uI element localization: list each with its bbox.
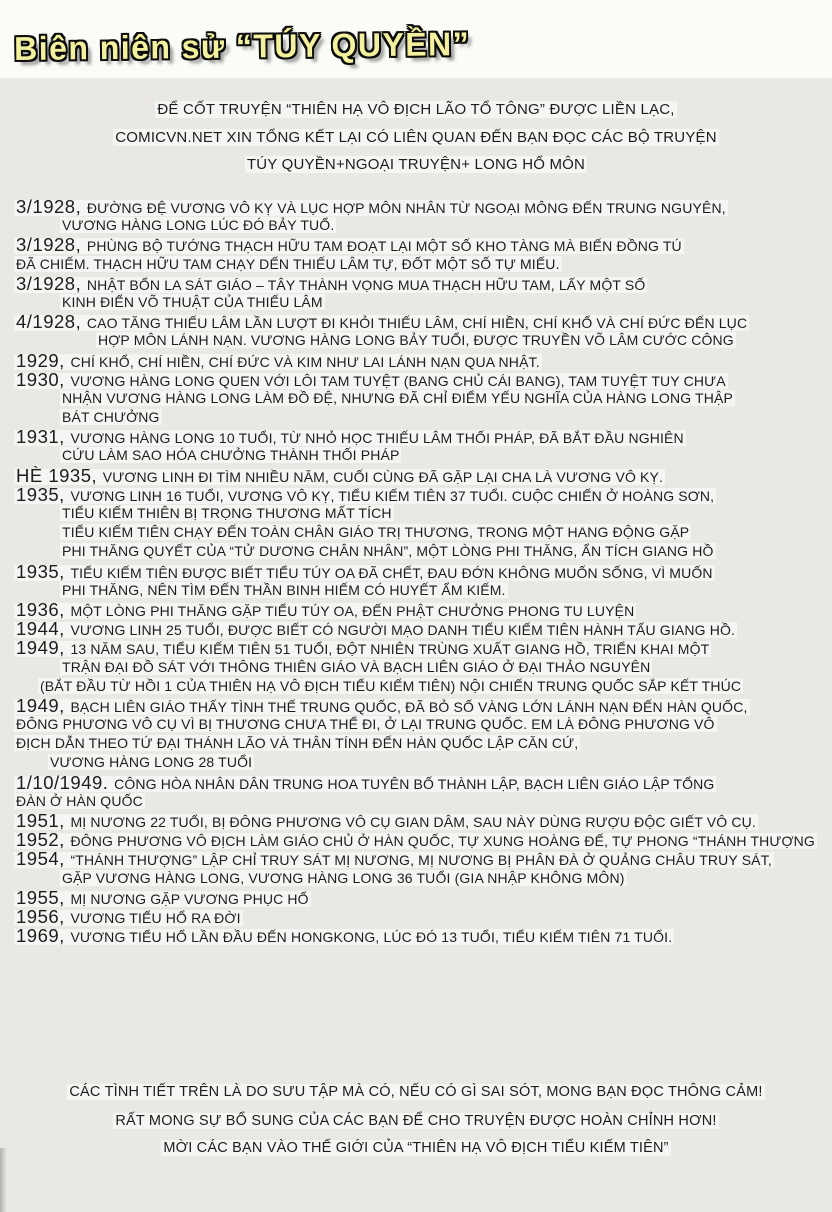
timeline-line-text: ĐÀN Ở HÀN QUỐC: [16, 792, 143, 809]
page-title: Biên niên sử “TÚY QUYỀN”: [14, 25, 471, 68]
timeline-line: [14, 619, 832, 638]
intro-line-text: ĐỂ CỐT TRUYỆN “THIÊN HẠ VÔ ĐỊCH LÃO TỔ TÔNG” ĐƯỢC LIỀN LẠC,: [157, 101, 675, 118]
timeline-line-text: 1955, MỊ NƯƠNG GẶP VƯƠNG PHỤC HỔ: [16, 886, 309, 908]
timeline-date: 1931,: [16, 426, 71, 448]
timeline-line-text: 1949, BẠCH LIÊN GIÁO THẤY TÌNH THẾ TRUNG QUỐC, ĐÃ BỎ SỐ VÀNG LỚN LÁNH NẠN ĐẾN HÀN QUỐC,: [16, 694, 748, 716]
timeline-line: [14, 197, 832, 216]
timeline-line: [14, 351, 832, 370]
timeline-date: 1956,: [16, 905, 71, 927]
footer-line-text: RẤT MONG SỰ BỔ SUNG CỦA CÁC BẠN ĐỂ CHO TRUYỆN ĐƯỢC HOÀN CHỈNH HƠN!: [115, 1113, 717, 1129]
intro-line-text: COMICVN.NET XIN TỔNG KẾT LẠI CÓ LIÊN QUAN ĐẾN BẠN ĐỌC CÁC BỘ TRUYỆN: [115, 128, 717, 146]
timeline-line: [14, 446, 832, 465]
timeline-line-text: 3/1928, PHÙNG BỘ TƯỚNG THẠCH HỮU TAM ĐOẠT LẠI MỘT SỐ KHO TÀNG MÀ BIẾN ĐỒNG TÚ: [16, 234, 682, 256]
timeline-line: [14, 485, 832, 504]
timeline-line-text: TIỂU KIẾM THIÊN BỊ TRỌNG THƯƠNG MẤT TÍCH: [62, 505, 392, 521]
timeline-line: [14, 734, 832, 753]
timeline-line-text: 1951, MỊ NƯƠNG 22 TUỔI, BỊ ĐÔNG PHƯƠNG VÔ CỤ GIAN DÂM, SAU NÀY DÙNG RƯỢU ĐỘC GIẾT VÔ CỤ.: [16, 810, 756, 831]
timeline-line-text: KINH ĐIỂN VÕ THUẬT CỦA THIẾU LÂM: [62, 293, 323, 310]
timeline-line-text: TRẬN ĐẠI ĐỒ SÁT VỚI THÔNG THIÊN GIÁO VÀ BẠCH LIÊN GIÁO Ở ĐẠI THẢO NGUYÊN: [62, 658, 651, 675]
timeline-date: 1/10/1949.: [16, 771, 115, 793]
timeline-line: [14, 696, 832, 715]
timeline-line: [14, 792, 832, 811]
timeline-date: 3/1928,: [16, 196, 87, 217]
timeline-line: [14, 658, 832, 677]
timeline-line: [14, 312, 832, 331]
timeline-line-text: 1929, CHÍ KHỔ, CHÍ HIỀN, CHÍ ĐỨC VÀ KIM NHƯ LAI LÁNH NẠN QUA NHẬT.: [16, 349, 540, 371]
timeline-date: 1951,: [16, 810, 71, 831]
timeline-line-text: 1949, 13 NĂM SAU, TIỂU KIẾM TIÊN 51 TUỔI, ĐỘT NHIÊN TRÙNG XUẤT GIANG HỒ, TRIỂN KHAI MỘT: [16, 637, 710, 659]
timeline-line-text: 1935, TIỂU KIẾM TIÊN ĐƯỢC BIẾT TIỂU TÚY OA ĐÃ CHẾT, ĐAU ĐỚN KHÔNG MUỐN SỐNG, VÌ MUỐN: [16, 560, 713, 582]
timeline-line-text: VƯƠNG HÀNG LONG LÚC ĐÓ BẢY TUỔ.: [62, 217, 335, 234]
footer-line: [0, 1078, 832, 1107]
footer-line-text: CÁC TÌNH TIẾT TRÊN LÀ DO SƯU TẬP MÀ CÓ, NẾU CÓ GÌ SAI SÓT, MONG BẠN ĐỌC THÔNG CẢM!: [69, 1084, 763, 1100]
timeline-line: [14, 293, 832, 312]
timeline-line-text: 1944, VƯƠNG LINH 25 TUỔI, ĐƯỢC BIẾT CÓ NGƯỜI MẠO DANH TIỂU KIẾM TIÊN HÀNH TẨU GIANG HỒ.: [16, 618, 736, 640]
timeline-line: [14, 773, 832, 792]
timeline-date: 1954,: [16, 848, 71, 870]
timeline-date: 1949,: [16, 694, 71, 716]
timeline-date: 1935,: [16, 483, 71, 505]
timeline-date: 4/1928,: [16, 311, 87, 333]
timeline-line-text: (BẮT ĐẦU TỪ HỒI 1 CỦA THIÊN HẠ VÔ ĐỊCH TIỂU KIẾM TIÊN) NỘI CHIẾN TRUNG QUỐC SẮP KẾT THÚC: [40, 677, 742, 694]
timeline-line-text: 1954, “THÁNH THƯỢNG” LẬP CHỈ TRUY SÁT MỊ NƯƠNG, MỊ NƯƠNG BỊ PHÂN ĐÀ Ở QUẢNG CHÂU TRUY SÁT,: [16, 848, 772, 870]
timeline-date: HÈ 1935,: [16, 464, 103, 486]
timeline-line-text: 1930, VƯƠNG HÀNG LONG QUEN VỚI LÔI TAM TUYỆT (BANG CHỦ CÁI BANG), TAM TUYỆT TUY CHƯA: [16, 368, 726, 390]
timeline-line: [14, 600, 832, 619]
timeline: [14, 197, 832, 945]
timeline-line: [14, 504, 832, 523]
timeline-date: 1930,: [16, 368, 71, 390]
timeline-line-text: BÁT CHƯỞNG: [62, 409, 160, 426]
timeline-line: [14, 274, 832, 293]
timeline-line-text: NHẬN VƯƠNG HÀNG LONG LÀM ĐỒ ĐỆ, NHƯNG ĐÃ CHỈ ĐIỂM YẾU NGHĨA CỦA HÀNG LONG THẬP: [62, 389, 733, 406]
timeline-line-text: ĐỊCH DẪN THEO TỨ ĐẠI THÁNH LÃO VÀ THÂN TÍNH ĐẾN HÀN QUỐC LẬP CĂN CỨ,: [16, 735, 579, 752]
timeline-line-text: 1969, VƯƠNG TIỂU HỔ LẦN ĐẦU ĐẾN HONGKONG, LÚC ĐÓ 13 TUỔI, TIỂU KIẾM TIÊN 71 TUỔI.: [16, 925, 673, 947]
timeline-line: [14, 255, 832, 274]
timeline-line: [14, 715, 832, 734]
timeline-date: 3/1928,: [16, 234, 87, 256]
invite-line: [0, 1140, 832, 1156]
timeline-line: [14, 677, 832, 696]
timeline-line: [14, 581, 832, 600]
invite-line-text: MỜI CÁC BẠN VÀO THẾ GIỚI CỦA “THIÊN HẠ VÔ ĐỊCH TIỂU KIẾM TIÊN”: [163, 1140, 669, 1156]
intro-line: [0, 124, 832, 152]
timeline-line: [14, 427, 832, 446]
timeline-line-text: TIỂU KIẾM TIÊN CHẠY ĐẾN TOÀN CHÂN GIÁO TRỊ THƯƠNG, TRONG MỘT HANG ĐỘNG GẶP: [62, 524, 690, 541]
timeline-line: [14, 389, 832, 408]
timeline-date: 1952,: [16, 829, 71, 851]
timeline-date: 1955,: [16, 886, 71, 908]
timeline-line: [14, 466, 832, 485]
timeline-line-text: ĐÔNG PHƯƠNG VÔ CỤ VÌ BỊ THƯƠNG CHƯA THỂ ĐI, Ở LẠI TRUNG QUỐC. EM LÀ ĐÔNG PHƯƠNG VÔ: [16, 716, 715, 733]
timeline-line-text: 4/1928, CAO TĂNG THIẾU LÂM LẦN LƯỢT ĐI KHỎI THIẾU LÂM, CHÍ HIỀN, CHÍ KHỔ VÀ CHÍ ĐỨC ĐẾN LỤC: [16, 311, 748, 333]
intro-line-text: TÚY QUYỀN+NGOẠI TRUYỆN+ LONG HỔ MÔN: [246, 156, 586, 173]
intro: [0, 96, 832, 179]
timeline-line: [14, 926, 832, 945]
timeline-line: [14, 888, 832, 907]
timeline-line-text: 1/10/1949. CÔNG HÒA NHÂN DÂN TRUNG HOA TUYÊN BỐ THÀNH LẬP, BẠCH LIÊN GIÁO LẬP TỔNG: [16, 771, 715, 793]
timeline-line: [14, 408, 832, 427]
timeline-line: [14, 562, 832, 581]
timeline-line: [14, 235, 832, 254]
timeline-line: [14, 523, 832, 542]
footer: [0, 1078, 832, 1136]
footer-line: [0, 1107, 832, 1136]
timeline-line: [14, 370, 832, 389]
timeline-date: 1929,: [16, 349, 71, 371]
timeline-line: [14, 869, 832, 888]
timeline-line-text: PHI THĂNG, NÊN TÌM ĐẾN THẦN BINH HIẾM CÓ HUYẾT ẨM KIẾM.: [62, 581, 506, 598]
timeline-line-text: 3/1928, NHẬT BỔN LA SÁT GIÁO – TÂY THÀNH VỌNG MUA THẠCH HỮU TAM, LẤY MỘT SỐ: [16, 272, 646, 294]
timeline-date: 1935,: [16, 560, 71, 582]
timeline-line: [14, 849, 832, 868]
timeline-date: 3/1928,: [16, 272, 87, 294]
timeline-line: [14, 638, 832, 657]
timeline-date: 1936,: [16, 598, 71, 620]
timeline-line-text: 1956, VƯƠNG TIỂU HỔ RA ĐỜI: [16, 905, 241, 927]
timeline-line: [14, 907, 832, 926]
timeline-line: [14, 216, 832, 235]
scan-edge-shadow: [0, 1148, 7, 1212]
timeline-line: [14, 830, 832, 849]
intro-line: [0, 151, 832, 179]
timeline-line-text: 1935, VƯƠNG LINH 16 TUỔI, VƯƠNG VÔ KỴ, TIỂU KIẾM TIÊN 37 TUỔI. CUỘC CHIẾN Ở HOÀNG SƠN,: [16, 483, 715, 505]
timeline-line-text: HÈ 1935, VƯƠNG LINH ĐI TÌM NHIỀU NĂM, CUỐI CÙNG ĐÃ GẶP LẠI CHA LÀ VƯƠNG VÔ KỴ.: [16, 464, 664, 486]
timeline-line-text: ĐÃ CHIẾM. THẠCH HỮU TAM CHẠY DẾN THIẾU LÂM TỰ, ĐỐT MỘT SỐ TỰ MIẾU.: [16, 255, 560, 272]
timeline-line-text: 3/1928, ĐƯỜNG ĐỆ VƯƠNG VÔ KỴ VÀ LỤC HỢP MÔN NHÂN TỪ NGOẠI MÔNG ĐẾN TRUNG NGUYÊN,: [16, 196, 726, 217]
timeline-line-text: PHI THĂNG QUYẾT CỦA “TỬ DƯƠNG CHÂN NHÂN”, MỘT LÒNG PHI THĂNG, ẨN TÍCH GIANG HỒ: [62, 543, 714, 560]
timeline-line-text: VƯƠNG HÀNG LONG 28 TUỔI: [50, 754, 253, 771]
timeline-line-text: HỢP MÔN LÁNH NẠN. VƯƠNG HÀNG LONG BẢY TUỔI, ĐƯỢC TRUYỀN VÕ LÂM CƯỚC CÔNG: [98, 332, 734, 349]
timeline-line: [14, 753, 832, 772]
timeline-line-text: GẶP VƯƠNG HÀNG LONG, VƯƠNG HÀNG LONG 36 TUỔI (GIA NHẬP KHÔNG MÔN): [62, 869, 625, 886]
timeline-line: [14, 542, 832, 561]
timeline-line-text: 1936, MỘT LÒNG PHI THĂNG GẶP TIỂU TÚY OA, ĐẾN PHẬT CHƯỞNG PHONG TU LUYỆN: [16, 598, 635, 620]
timeline-line: [14, 811, 832, 830]
timeline-date: 1969,: [16, 925, 71, 947]
timeline-line-text: 1931, VƯƠNG HÀNG LONG 10 TUỔI, TỪ NHỎ HỌC THIẾU LÂM THỐI PHÁP, ĐÃ BẮT ĐẦU NGHIÊN: [16, 426, 684, 448]
timeline-date: 1944,: [16, 618, 71, 640]
timeline-date: 1949,: [16, 637, 71, 659]
timeline-line-text: CỨU LÀM SAO HÓA CHƯỞNG THÀNH THỐI PHÁP: [62, 447, 400, 464]
timeline-line-text: 1952, ĐÔNG PHƯƠNG VÔ ĐỊCH LÀM GIÁO CHỦ Ở HÀN QUỐC, TỰ XUNG HOÀNG ĐẾ, TỰ PHONG “THÁNH THƯỢNG: [16, 829, 815, 851]
intro-line: [0, 96, 832, 124]
timeline-line: [14, 331, 832, 350]
